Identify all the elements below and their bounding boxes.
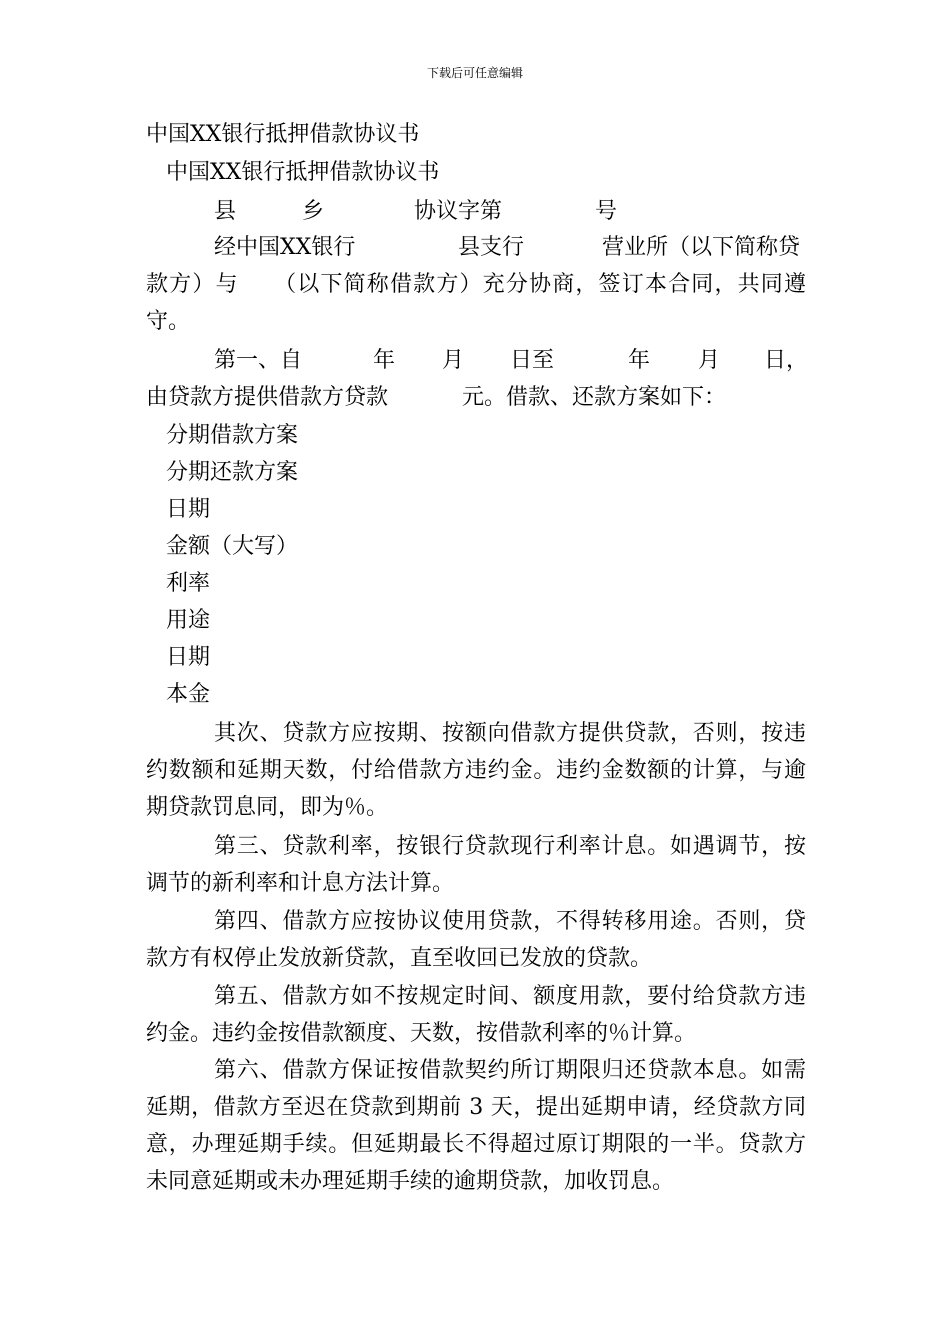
article1-line2-b: 元。借款、还款方案如下： <box>462 385 727 410</box>
article4-line2: 款方有权停止发放新贷款，直至收回已发放的贷款。 <box>146 946 653 971</box>
intro-line1-b: 县支行 <box>458 235 525 260</box>
plan-item: 利率 <box>166 571 211 596</box>
article1-year2: 年 <box>628 348 651 373</box>
agreement-township: 乡 <box>302 199 325 224</box>
article3-line1: 第三、贷款利率，按银行贷款现行利率计息。如遇调节，按 <box>214 834 806 859</box>
article1-start: 第一、自 <box>214 348 303 373</box>
article1-month2: 月 <box>698 348 721 373</box>
document-title-1: 中国XX银行抵押借款协议书 <box>146 122 420 147</box>
article1-year1: 年 <box>373 348 396 373</box>
plan-item: 分期还款方案 <box>166 460 299 485</box>
article4-line1: 第四、借款方应按协议使用贷款，不得转移用途。否则，贷 <box>214 909 806 934</box>
plan-item: 分期借款方案 <box>166 423 299 448</box>
article1-day2: 日， <box>764 348 809 373</box>
article6-line2: 延期，借款方至迟在贷款到期前 3 天，提出延期申请，经贷款方同 <box>146 1095 806 1120</box>
article1-line2-a: 由贷款方提供借款方贷款 <box>146 385 389 410</box>
article1-day1: 日至 <box>510 348 555 373</box>
agreement-county: 县 <box>214 199 237 224</box>
article6-line1: 第六、借款方保证按借款契约所订期限归还贷款本息。如需 <box>214 1058 806 1083</box>
article5-line2: 约金。违约金按借款额度、天数，按借款利率的％计算。 <box>146 1021 697 1046</box>
intro-line1-a: 经中国XX银行 <box>214 235 356 260</box>
article5-line1: 第五、借款方如不按规定时间、额度用款，要付给贷款方违 <box>214 984 806 1009</box>
plan-item: 日期 <box>166 497 211 522</box>
agreement-prefix: 协议字第 <box>414 199 503 224</box>
plan-item: 日期 <box>166 645 211 670</box>
article2-line1: 其次、贷款方应按期、按额向借款方提供贷款，否则，按违 <box>214 721 806 746</box>
agreement-suffix: 号 <box>595 199 618 224</box>
article6-line3: 意，办理延期手续。但延期最长不得超过原订期限的一半。贷款方 <box>146 1132 806 1157</box>
article6-line4: 未同意延期或未办理延期手续的逾期贷款，加收罚息。 <box>146 1169 675 1194</box>
article1-month1: 月 <box>442 348 465 373</box>
plan-item: 金额（大写） <box>166 534 299 559</box>
document-title-2: 中国XX银行抵押借款协议书 <box>166 160 440 185</box>
intro-line2: 款方）与 （以下简称借款方）充分协商，签订本合同，共同遵 <box>146 272 806 297</box>
plan-item: 用途 <box>166 608 211 633</box>
intro-line1-c: 营业所（以下简称贷 <box>602 235 801 260</box>
article3-line2: 调节的新利率和计息方法计算。 <box>146 871 455 896</box>
intro-line3: 守。 <box>146 309 191 334</box>
plan-item: 本金 <box>166 682 211 707</box>
article2-line3: 期贷款罚息同，即为％。 <box>146 795 389 820</box>
page-header: 下载后可任意编辑 <box>426 66 523 80</box>
article2-line2: 约数额和延期天数，付给借款方违约金。违约金数额的计算，与逾 <box>146 758 806 783</box>
